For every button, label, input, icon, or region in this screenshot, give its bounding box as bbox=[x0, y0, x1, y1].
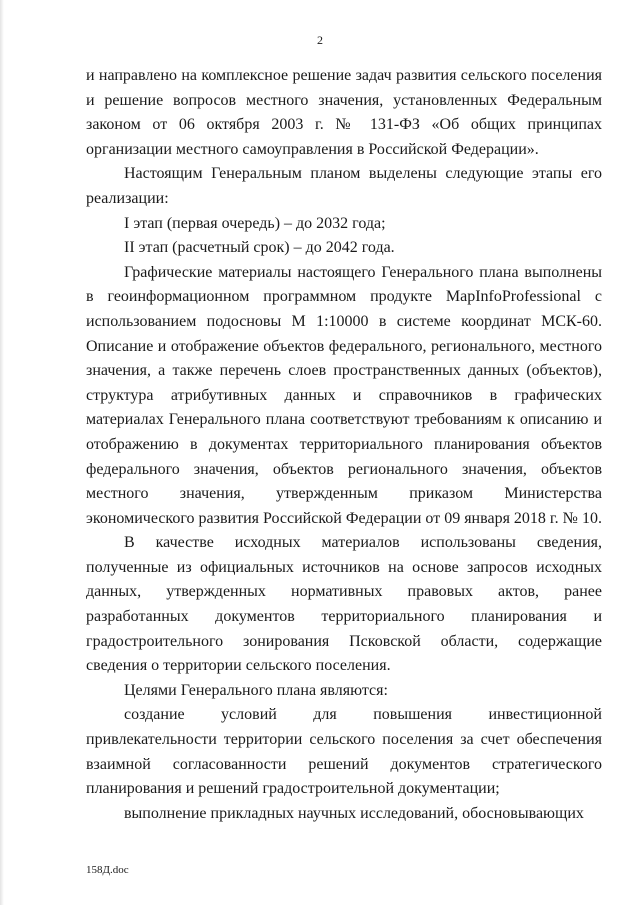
stage-item-1: I этап (первая очередь) – до 2032 года; bbox=[124, 214, 386, 232]
goal-item-investment: создание условий для повышения инвестиционной привлекательности территории сельского поселения за счет обеспечения взаимной согласованности решений документов стратегического планирования и решений градостроительной документации; bbox=[86, 706, 602, 798]
paragraph-stages-intro: Настоящим Генеральным планом выделены следующие этапы его реализации: bbox=[86, 165, 602, 207]
goal-item-research: выполнение прикладных научных исследований, обосновывающих bbox=[124, 804, 584, 822]
scan-edge bbox=[0, 0, 4, 905]
stage-item-2: II этап (расчетный срок) – до 2042 года. bbox=[124, 239, 395, 257]
footer-filename: 158Д.doc bbox=[86, 864, 129, 876]
paragraph-graphic-materials: Графические материалы настоящего Генерального плана выполнены в геоинформационном программном продукте MapInfoProfessional с использованием подосновы М 1:10000 в системе координат МСК-60. Описание и отображение объектов федерального, регионального, местного значения, а также перечень слоев пространственных данных (объектов), структура атрибутивных данных и справочников в графических материалах Генерального плана соответствуют требованиям к описанию и отображению в документах территориального планирования объектов федерального значения, объектов регионального значения, объектов местного значения, утвержденным приказом Министерства экономического развития Российской Федерации от 09 января 2018 г. № 10. bbox=[86, 263, 602, 527]
paragraph-law-reference: и направлено на комплексное решение задач развития сельского поселения и решение вопросов местного значения, установленных Федеральным законом от 06 октября 2003 г. № 131-ФЗ «Об общих принципах организации местного самоуправления в Российской Федерации». bbox=[86, 67, 602, 158]
paragraph-source-materials: В качестве исходных материалов использованы сведения, полученные из официальных источников на основе запросов исходных данных, утвержденных нормативных правовых актов, ранее разработанных документов территориального планирования и градостроительного зонирования Псковской области, содержащие сведения о территории сельского поселения. bbox=[86, 534, 602, 675]
document-body bbox=[86, 64, 602, 826]
page-number: 2 bbox=[317, 33, 323, 47]
paragraph-goals-intro: Целями Генерального плана являются: bbox=[124, 681, 388, 699]
